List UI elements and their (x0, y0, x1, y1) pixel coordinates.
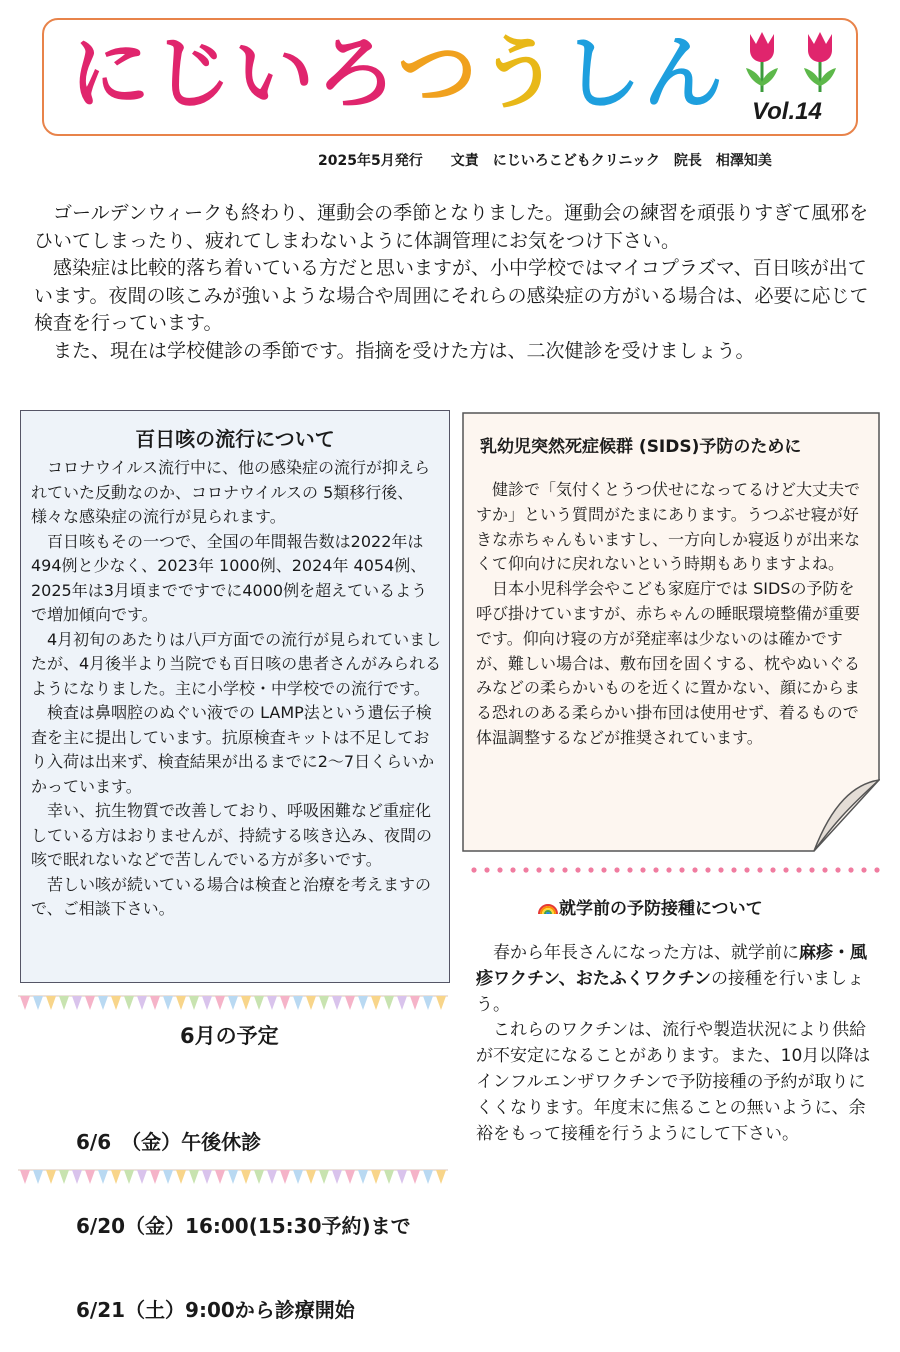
bunting-flag (345, 1170, 355, 1184)
bunting-flag (371, 1170, 381, 1184)
bunting-flag (332, 996, 342, 1010)
divider-dot (783, 867, 788, 872)
bunting-flag (124, 1170, 134, 1184)
bunting-flag (111, 996, 121, 1010)
schedule-item: 6/20（金）16:00(15:30予約)まで (76, 1214, 411, 1238)
title-char: ろ (316, 27, 398, 120)
divider-dot (523, 867, 528, 872)
divider-dot (861, 867, 866, 872)
divider-dot (731, 867, 736, 872)
intro-section (34, 200, 874, 365)
title-char: い (234, 27, 316, 120)
body-paragraph: 検査は鼻咽腔のぬぐい液での LAMP法という遺伝子検査を主に提出しています。抗原検査キットは不足しており入荷は出来ず、検査結果が出るまでに2〜7日くらいかかっています。 (31, 703, 435, 796)
bunting-flag (241, 996, 251, 1010)
divider-dot (744, 867, 749, 872)
intro-paragraph: また、現在は学校健診の季節です。指摘を受けた方は、二次健診を受けましょう。 (53, 339, 755, 362)
bunting-flag (163, 1170, 173, 1184)
newsletter-title (70, 24, 725, 124)
divider-dot (588, 867, 593, 872)
bunting-flag (293, 1170, 303, 1184)
bunting-flag (319, 996, 329, 1010)
bunting-flag (280, 1170, 290, 1184)
bunting-flag (397, 1170, 407, 1184)
bunting-flag (202, 996, 212, 1010)
bunting-flag (202, 1170, 212, 1184)
divider-dot (692, 867, 697, 872)
schedule-item: 6/21（土）9:00から診療開始 (76, 1298, 355, 1322)
divider-dot (835, 867, 840, 872)
section-heading (537, 894, 763, 919)
schedule-heading: 6月の予定 (180, 1024, 279, 1048)
bunting-flag (85, 1170, 95, 1184)
intro-paragraph: 感染症は比較的落ち着いている方だと思いますが、小中学校ではマイコプラズマ、百日咳が出ています。夜間の咳こみが強いような場合や周囲にそれらの感染症の方がいる場合は、必要に応じて検査を行っています。 (34, 257, 869, 334)
bunting-flag (20, 996, 30, 1010)
title-char: し (561, 27, 644, 120)
body-paragraph: これらのワクチンは、流行や製造状況により供給が不安定になることがあります。また、10月以降はインフルエンザワクチンで予防接種の予約が取りにくくなります。年度末に焦ることの無いように、余裕をもって接種を行うようにして下さい。 (476, 1020, 871, 1144)
divider-dot (614, 867, 619, 872)
divider-dot (601, 867, 606, 872)
body-paragraph: 日本小児科学会やこども家庭庁では SIDSの予防を呼び掛けていますが、赤ちゃんの睡眠環境整備が重要です。仰向け寝の方が発症率は少ないのは確かですが、難しい場合は、敷布団を固くする、枕やぬいぐるみなどの柔らかいものを近くに置かない、顔にからまる恐れのある柔らかい掛布団は使用せず、着るもので体温調整するなどが推奨されています。 (476, 579, 861, 747)
title-char: つ (397, 27, 480, 120)
bunting-flag (436, 996, 446, 1010)
bunting-flag (111, 1170, 121, 1184)
bunting-flag (306, 996, 316, 1010)
bunting-flag (306, 1170, 316, 1184)
bunting-decoration (18, 994, 448, 1014)
bunting-flag (176, 1170, 186, 1184)
divider-dot (757, 867, 762, 872)
bunting-flag (137, 996, 147, 1010)
divider-dot (770, 867, 775, 872)
bunting-flag (98, 996, 108, 1010)
bunting-flag (410, 996, 420, 1010)
divider-dot (822, 867, 827, 872)
bunting-flag (85, 996, 95, 1010)
title-char: じ (152, 27, 234, 120)
body-paragraph: 百日咳もその一つで、全国の年間報告数は2022年は494例と少なく、2023年 1000例、2024年 4054例、2025年は3月頃までですでに4000例を超えているようで増加傾向です。 (31, 531, 428, 624)
divider-dot (848, 867, 853, 872)
divider-dot (536, 867, 541, 872)
bunting-flag (436, 1170, 446, 1184)
divider-dot (497, 867, 502, 872)
divider-dot (874, 867, 879, 872)
divider-dot (718, 867, 723, 872)
schedule-item: 6/6 （金）午後休診 (76, 1130, 262, 1154)
bunting-flag (410, 1170, 420, 1184)
bunting-flag (150, 1170, 160, 1184)
bunting-flag (59, 1170, 69, 1184)
bunting-flag (358, 1170, 368, 1184)
body-paragraph: 4月初旬のあたりは八戸方面での流行が見られていましたが、4月後半より当院でも百日咳の患者さんがみられるようになりました。主に小学校・中学校での流行です。 (31, 629, 442, 698)
section-body (476, 478, 866, 751)
bunting-decoration (18, 1168, 448, 1188)
divider-dot (484, 867, 489, 872)
tulip-icon (742, 26, 852, 96)
divider-dot (705, 867, 710, 872)
bunting-flag (267, 1170, 277, 1184)
rainbow-icon (537, 901, 559, 915)
bunting-flag (33, 1170, 43, 1184)
section-heading-text: 就学前の予防接種について (559, 899, 763, 919)
bunting-flag (267, 996, 277, 1010)
title-char: ん (643, 27, 726, 120)
title-char: に (70, 27, 152, 120)
dotted-divider (470, 866, 890, 874)
schedule-list (76, 1072, 411, 1352)
divider-dot (575, 867, 580, 872)
bunting-flag (371, 996, 381, 1010)
text-run: 春から年長さんになった方は、就学前に (493, 943, 799, 963)
bunting-flag (189, 1170, 199, 1184)
bunting-flag (46, 996, 56, 1010)
bunting-flag (254, 996, 264, 1010)
bunting-flag (358, 996, 368, 1010)
bunting-flag (423, 1170, 433, 1184)
pertussis-section (20, 410, 450, 983)
divider-dot (627, 867, 632, 872)
bunting-flag (228, 996, 238, 1010)
bunting-flag (254, 1170, 264, 1184)
vaccine-names: 麻疹・風疹ワクチン、おたふくワクチン (476, 943, 867, 989)
divider-dot (562, 867, 567, 872)
bunting-flag (215, 996, 225, 1010)
bunting-flag (98, 1170, 108, 1184)
divider-dot (796, 867, 801, 872)
body-paragraph: 幸い、抗生物質で改善しており、呼吸困難など重症化している方はおりませんが、持続する咳き込み、夜間の咳で眠れないなどで苦しんでいる方が多いです。 (31, 801, 432, 869)
volume-label: Vol.14 (752, 98, 822, 125)
bunting-flag (332, 1170, 342, 1184)
divider-dot (679, 867, 684, 872)
bunting-flag (215, 1170, 225, 1184)
section-heading: 乳幼児突然死症候群 (SIDS)予防のために (480, 437, 802, 457)
section-body (476, 941, 876, 1147)
bunting-flag (20, 1170, 30, 1184)
body-paragraph: コロナウイルス流行中に、他の感染症の流行が抑えられていた反動なのか、コロナウイルスの 5類移行後、様々な感染症の流行が見られます。 (31, 458, 431, 526)
divider-dot (809, 867, 814, 872)
bunting-flag (46, 1170, 56, 1184)
body-paragraph (476, 941, 876, 1018)
bunting-flag (59, 996, 69, 1010)
divider-dot (653, 867, 658, 872)
bunting-flag (72, 1170, 82, 1184)
divider-dot (549, 867, 554, 872)
bunting-flag (72, 996, 82, 1010)
bunting-flag (384, 996, 394, 1010)
divider-dot (666, 867, 671, 872)
body-paragraph: 健診で「気付くとうつ伏せになってるけど大丈夫ですか」という質問がたまにあります。うつぶせ寝が好きな赤ちゃんもいますし、一方向しか寝返りが出来なくて仰向けに戻れないという時期もありますよね。 (476, 480, 861, 574)
section-body (31, 456, 443, 922)
bunting-flag (345, 996, 355, 1010)
bunting-flag (241, 1170, 251, 1184)
section-heading: 百日咳の流行について (135, 427, 335, 451)
bunting-flag (163, 996, 173, 1010)
bunting-flag (293, 996, 303, 1010)
bunting-flag (176, 996, 186, 1010)
bunting-flag (228, 1170, 238, 1184)
bunting-flag (384, 1170, 394, 1184)
bunting-flag (137, 1170, 147, 1184)
bunting-flag (423, 996, 433, 1010)
bunting-flag (189, 996, 199, 1010)
bunting-flag (319, 1170, 329, 1184)
divider-dot (640, 867, 645, 872)
text-run: の接種を行いましょう。 (476, 968, 864, 1015)
title-char: う (479, 27, 562, 120)
divider-dot (510, 867, 515, 872)
bunting-flag (124, 996, 134, 1010)
body-paragraph: 苦しい咳が続いている場合は検査と治療を考えますので、ご相談下さい。 (31, 874, 432, 918)
bunting-flag (150, 996, 160, 1010)
intro-paragraph: ゴールデンウィークも終わり、運動会の季節となりました。運動会の練習を頑張りすぎて風邪をひいてしまったり、疲れてしまわないように体調管理にお気をつけ下さい。 (34, 202, 869, 252)
bunting-flag (397, 996, 407, 1010)
divider-dot (471, 867, 476, 872)
bunting-flag (33, 996, 43, 1010)
issue-info: 2025年5月発行 文責 にじいろこどもクリニック 院長 相澤知美 (318, 153, 772, 169)
bunting-flag (280, 996, 290, 1010)
